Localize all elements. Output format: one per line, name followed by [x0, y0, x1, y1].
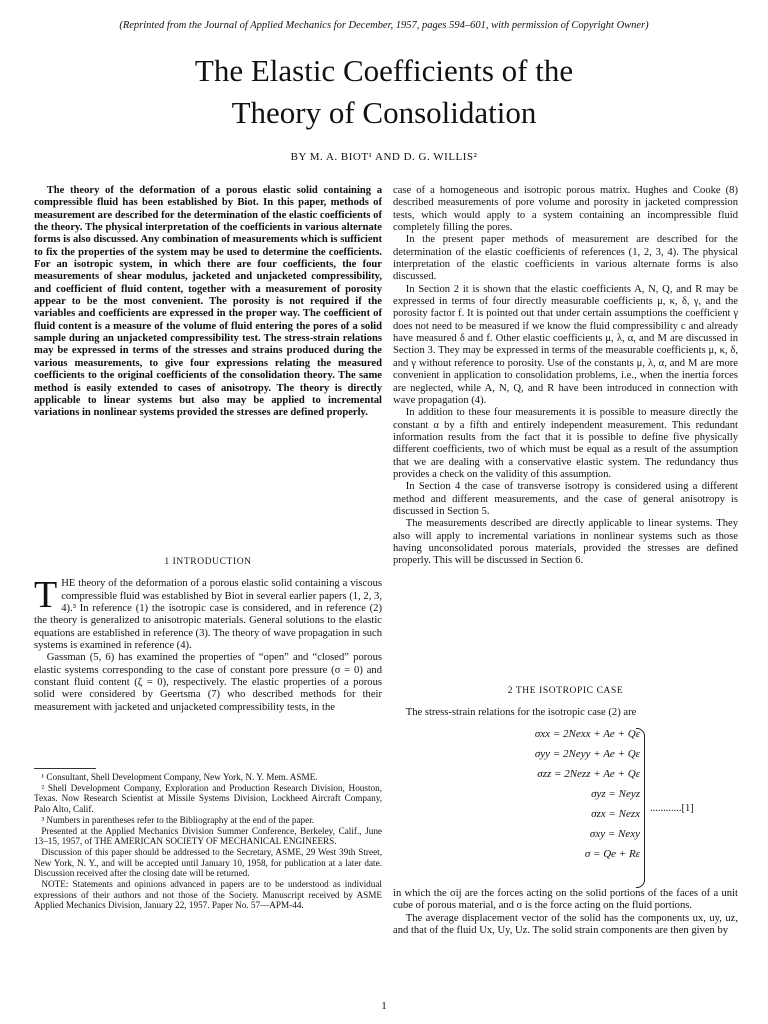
- equation: σyz = Neyz: [591, 788, 640, 800]
- footnote-note: NOTE: Statements and opinions advanced in papers are to be understood as individual expressions of their authors and not those of the Society. Manuscript received by ASME Applied Mechanics Division, January 22, 1957. Paper No. 57—APM-44.: [34, 879, 382, 911]
- equation: σxy = Nexy: [589, 828, 640, 840]
- section-2-column: [393, 685, 738, 720]
- title-line-1: The Elastic Coefficients of the: [194, 53, 574, 88]
- post-equation-column: [393, 888, 738, 937]
- right-column: [393, 185, 738, 568]
- page-number: 1: [381, 1000, 387, 1012]
- footnote-2: ² Shell Development Company, Exploration and Production Research Division, Houston, Texas. Now Research Scientist at Missile Systems Division, Lockheed Aircraft Company, Palo Alto, Calif.: [34, 782, 382, 815]
- right-paragraph-1: In the present paper methods of measurement are described for the determination of the elastic coefficients of references (1, 2, 3, 4). The physical interpretation of the elastic coefficients in various alternate forms is also discussed.: [393, 234, 738, 283]
- intro-column: [34, 556, 382, 714]
- drop-cap: T: [34, 574, 58, 617]
- equation-block: [470, 728, 650, 868]
- reprint-notice: (Reprinted from the Journal of Applied Mechanics for December, 1957, pages 594–601, with permission of Copyright Owner): [119, 20, 649, 31]
- right-paragraph-2: In Section 2 it is shown that the elastic coefficients A, N, Q, and R may be expressed in terms of four directly measurable coefficients μ, κ, δ, γ, and the porosity factor f. It is pointed out that under certain assumptions the coefficient γ does not need to be measured if we know the fluid compressibility c and already have measured δ and f. Other elastic coefficients μ, λ, α, and M are discussed in Section 3. They may be expressed in terms of the measurable coefficients μ, κ, δ, and γ without reference to porosity. Use of the constants μ, λ, α, and M are more convenient in application to consolidation problems, i.e., when the inertia forces are neglected, while A, N, Q, and R have been introduced in connection with wave propagation (4).: [393, 283, 738, 406]
- footnote-3: ³ Numbers in parentheses refer to the Bibliography at the end of the paper.: [41, 814, 315, 825]
- equation: σzz = 2Nezz + Ae + Qε: [537, 768, 640, 780]
- section-2-intro: The stress-strain relations for the isotropic case (2) are: [405, 707, 637, 719]
- footnote-rule: [34, 768, 96, 769]
- post-equation-paragraph-2: The average displacement vector of the solid has the components ux, uy, uz, and that of the fluid Ux, Uy, Uz. The solid strain components are then given by: [393, 912, 738, 937]
- equation: σ = Qe + Rε: [584, 848, 640, 860]
- section-1-heading: 1 INTRODUCTION: [164, 557, 252, 567]
- footnote-discussion: Discussion of this paper should be addressed to the Secretary, ASME, 29 West 39th Street, New York, N. Y., and will be accepted until January 10, 1958, for publication at a later date. Discussion received after the closing date will be returned.: [34, 846, 382, 879]
- right-paragraph-0: case of a homogeneous and isotropic porous matrix. Hughes and Cooke (8) described measurements of pore volume and porosity in jacketed compression tests, which would apply to a system containing an incompressible fluid completely filling the pores.: [393, 185, 738, 234]
- equation-number: ............[1]: [650, 803, 694, 814]
- equation: σxx = 2Nexx + Ae + Qε: [534, 728, 640, 740]
- right-paragraph-4: In Section 4 the case of transverse isotropy is considered using a different method and different measurements, and the case of general anisotropy is discussed in Section 5.: [393, 481, 738, 517]
- footnote-1: ¹ Consultant, Shell Development Company, New York, N. Y. Mem. ASME.: [41, 772, 318, 782]
- intro-paragraph-1: [34, 574, 382, 652]
- equation: σyy = 2Neyy + Ae + Qε: [534, 748, 640, 760]
- equation: σzx = Nezx: [591, 808, 640, 820]
- authors: BY M. A. BIOT¹ AND D. G. WILLIS²: [290, 151, 478, 163]
- paper-title: [0, 50, 768, 134]
- section-2-heading: 2 THE ISOTROPIC CASE: [507, 686, 624, 696]
- post-equation-paragraph-1: in which the σij are the forces acting on the solid portions of the faces of a unit cube of porous material, and σ is the force acting on the fluid portions.: [393, 888, 738, 912]
- intro-paragraph-2: Gassman (5, 6) has examined the properties of “open” and “closed” porous elastic systems corresponding to the case of constant pore pressure (σ = 0) and constant fluid content (ζ = 0), respectively. The elastic properties of a porous solid were considered by Geertsma (7) who described methods for their measurement with jacketed and unjacketed compressibility tests, in the: [34, 652, 382, 713]
- footnote-presented: Presented at the Applied Mechanics Division Summer Conference, Berkeley, Calif., June 13–15, 1957, of THE AMERICAN SOCIETY OF MECHANICAL ENGINEERS.: [34, 825, 382, 847]
- right-paragraph-5: The measurements described are directly applicable to linear systems. They also will apply to incremental variations in nonlinear systems such as those having unconsolidated porous materials, provided the stresses are defined properly. This will be discussed in Section 6.: [393, 518, 738, 567]
- intro-paragraph-1-text: HE theory of the deformation of a porous elastic solid containing a viscous compressible fluid was established by Biot in several earlier papers (1, 2, 3, 4).³ In reference (1) the isotropic case is considered, and in reference (2) the theory is generalized to anisotropic materials. General solutions to the elastic equations are established in reference (3). The theory of wave propagation in such systems is examined in reference (4).: [34, 578, 382, 652]
- title-line-2: Theory of Consolidation: [231, 95, 537, 130]
- footnotes: [34, 772, 382, 911]
- equation-brace: [636, 728, 645, 888]
- abstract: The theory of the deformation of a porous elastic solid containing a compressible fluid has been established by Biot. In this paper, methods of measurement are described for the determination of the elastic coefficients of the theory. The physical interpretation of the coefficients in various alternate forms is also discussed. Any combination of measurements which is sufficient to fix the properties of the system may be used to determine the coefficients. For an isotropic system, in which there are four coefficients, the four measurements of shear modulus, jacketed and unjacketed compressibility, and coefficient of fluid content, together with a measurement of porosity appear to be the most convenient. The porosity is not required if the variables and coefficients are expressed in the proper way. The coefficient of fluid content is a measure of the volume of fluid entering the pores of a solid sample during an unjacketed compressibility test. The stress-strain relations may be expressed in terms of the stresses and strains produced during the various measurements, to give four expressions relating the measured coefficients to the original coefficients of the consolidation theory. The same method is easily extended to cases of anisotropy. The theory is directly applicable to linear systems but also may be applied to incremental variations in nonlinear systems provided the stresses are defined properly.: [34, 185, 382, 419]
- right-paragraph-3: In addition to these four measurements it is possible to measure directly the constant α by a fifth and entirely independent measurement. This redundant information results from the fact that it is possible to define five physically different coefficients, two of which must be equal as a result of the assumption that we are dealing with a conservative elastic system. The redundancy thus provides a check on the validity of this assumption.: [393, 407, 738, 480]
